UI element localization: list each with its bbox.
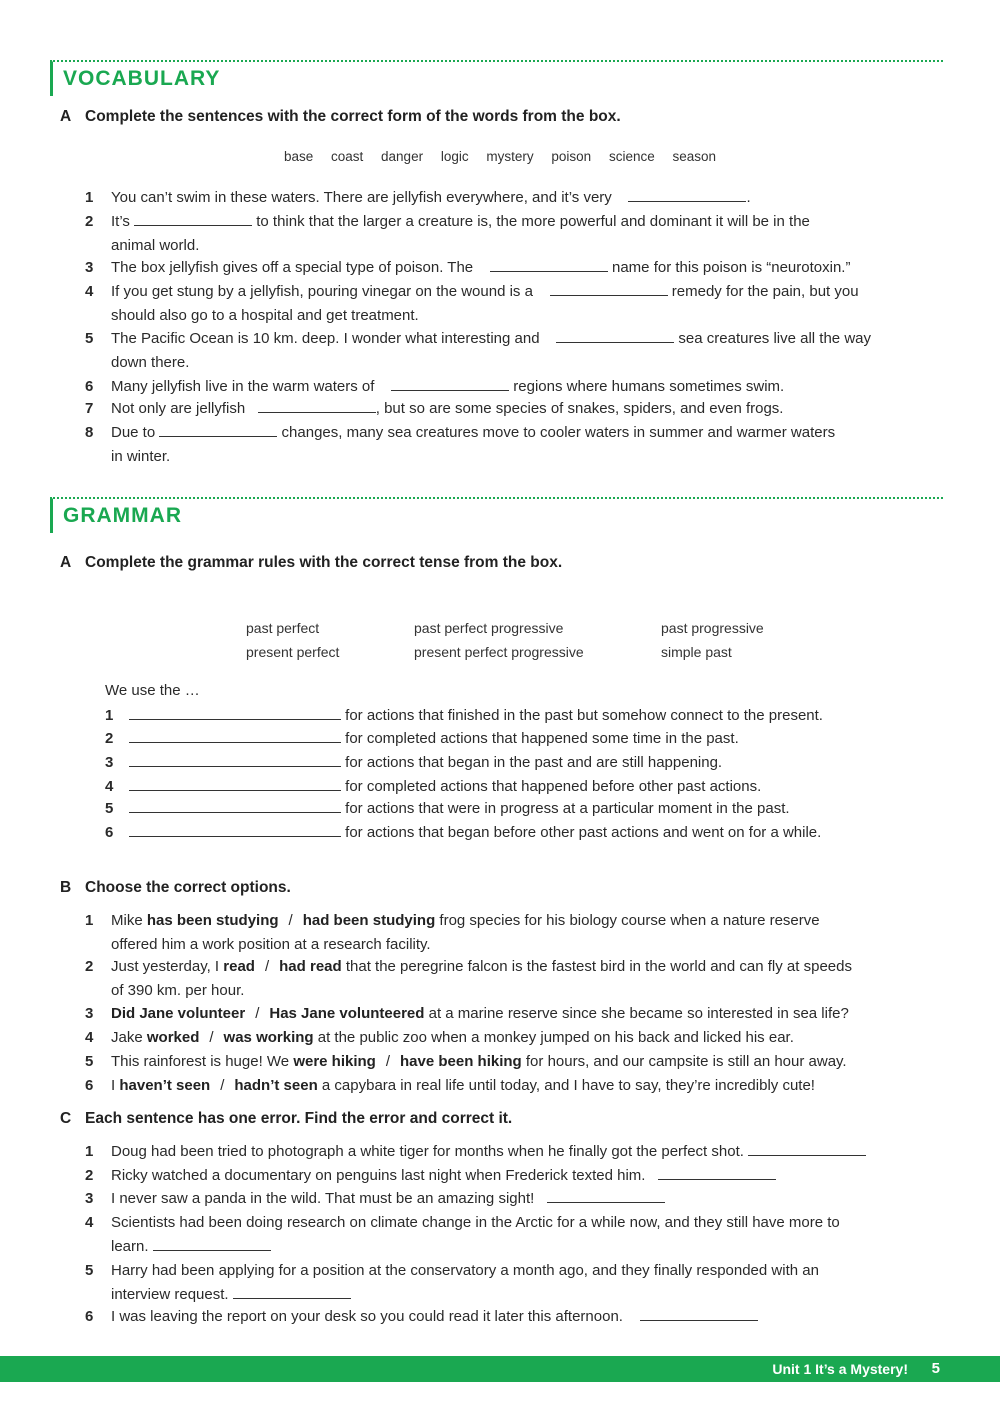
tense-option: past perfect progressive bbox=[414, 620, 564, 636]
option-a[interactable]: Did Jane volunteer bbox=[111, 1005, 246, 1022]
answer-blank[interactable] bbox=[550, 281, 668, 296]
answer-blank[interactable] bbox=[233, 1284, 351, 1299]
rule-item: 1 for actions that finished in the past but somehow connect to the present. bbox=[105, 707, 823, 724]
choice-item: 2 Just yesterday, I read / had read that the peregrine falcon is the fastest bird in the world and can fly at speeds of 390 km. per hour. bbox=[85, 958, 852, 999]
word: base bbox=[283, 149, 314, 164]
word: poison bbox=[551, 149, 592, 164]
vocab-item: 7 Not only are jellyfish , but so are some species of snakes, spiders, and even frogs. bbox=[85, 400, 784, 417]
rule-item: 2 for completed actions that happened some time in the past. bbox=[105, 730, 739, 747]
error-item: 4 Scientists had been doing research on climate change in the Arctic for a while now, and they still have more to learn. bbox=[85, 1214, 840, 1255]
option-b[interactable]: have been hiking bbox=[400, 1053, 522, 1070]
option-a[interactable]: worked bbox=[146, 1029, 200, 1046]
vocab-item: 6 Many jellyfish live in the warm waters of regions where humans sometimes swim. bbox=[85, 378, 785, 395]
grammar-task-a: A Complete the grammar rules with the correct tense from the box. bbox=[60, 554, 563, 571]
vocabulary-header bbox=[50, 60, 943, 96]
tense-option: past progressive bbox=[661, 620, 764, 636]
vocab-item: 5 The Pacific Ocean is 10 km. deep. I wonder what interesting and sea creatures live all the way down there. bbox=[85, 330, 871, 371]
option-a[interactable]: has been studying bbox=[146, 912, 279, 929]
tense-option: present perfect progressive bbox=[414, 644, 584, 660]
page-number: 5 bbox=[931, 1360, 940, 1377]
tense-option: simple past bbox=[661, 644, 732, 660]
answer-blank[interactable] bbox=[490, 257, 608, 272]
answer-blank[interactable] bbox=[134, 211, 252, 226]
answer-blank[interactable] bbox=[129, 798, 341, 813]
word-box bbox=[0, 149, 1000, 164]
option-b[interactable]: had been studying bbox=[302, 912, 436, 929]
tense-option: present perfect bbox=[246, 644, 340, 660]
rules-intro: We use the … bbox=[105, 682, 200, 699]
rule-item: 4 for completed actions that happened before other past actions. bbox=[105, 778, 762, 795]
choice-item: 1 Mike has been studying / had been studying frog species for his biology course when a nature reserve offered him a work position at a research facility. bbox=[85, 912, 820, 953]
word: season bbox=[672, 149, 717, 164]
choice-item: 3 Did Jane volunteer / Has Jane volunteered at a marine reserve since she became so interested in sea life? bbox=[85, 1005, 849, 1022]
word: coast bbox=[330, 149, 364, 164]
word: logic bbox=[440, 149, 469, 164]
error-item: 6 I was leaving the report on your desk so you could read it later this afternoon. bbox=[85, 1305, 925, 1329]
option-a[interactable]: haven’t seen bbox=[119, 1077, 211, 1094]
error-item: 2 Ricky watched a documentary on penguins last night when Frederick texted him. bbox=[85, 1164, 925, 1188]
answer-blank[interactable] bbox=[258, 398, 376, 413]
grammar-header bbox=[50, 497, 943, 533]
option-b[interactable]: Has Jane volunteered bbox=[269, 1005, 425, 1022]
vocab-item: 3 The box jellyfish gives off a special type of poison. The name for this poison is “neurotoxin.” bbox=[85, 259, 851, 276]
rule-item: 5 for actions that were in progress at a particular moment in the past. bbox=[105, 800, 790, 817]
word: science bbox=[608, 149, 655, 164]
choice-item: 4 Jake worked / was working at the public zoo when a monkey jumped on his back and licked his ear. bbox=[85, 1029, 794, 1046]
vocab-item: 8 Due to changes, many sea creatures move to cooler waters in summer and warmer waters in winter. bbox=[85, 424, 836, 465]
vocab-task-a-text: Complete the sentences with the correct form of the words from the box. bbox=[85, 108, 621, 125]
word: danger bbox=[381, 149, 424, 164]
option-a[interactable]: read bbox=[223, 958, 255, 975]
rule-item: 3 for actions that began in the past and are still happening. bbox=[105, 754, 723, 771]
vocab-task-a: A Complete the sentences with the correct form of the words from the box. bbox=[60, 108, 621, 125]
answer-blank[interactable] bbox=[391, 376, 509, 391]
tense-option: past perfect bbox=[246, 620, 320, 636]
vocab-item: 2 It’s to think that the larger a creature is, the more powerful and dominant it will be in the animal world. bbox=[85, 213, 810, 254]
page-footer bbox=[0, 1356, 1000, 1382]
error-item: 1 Doug had been tried to photograph a white tiger for months when he finally got the perfect shot. bbox=[85, 1140, 925, 1164]
choice-item: 5 This rainforest is huge! We were hiking / have been hiking for hours, and our campsite is still an hour away. bbox=[85, 1053, 847, 1070]
grammar-task-b: B Choose the correct options. bbox=[60, 879, 291, 896]
grammar-task-c: C Each sentence has one error. Find the error and correct it. bbox=[60, 1110, 513, 1127]
answer-blank[interactable] bbox=[129, 822, 341, 837]
answer-blank[interactable] bbox=[153, 1236, 271, 1251]
error-item: 5 Harry had been applying for a position at the conservatory a month ago, and they finally responded with an interview request. bbox=[85, 1262, 819, 1303]
option-b[interactable]: hadn’t seen bbox=[234, 1077, 318, 1094]
answer-blank[interactable] bbox=[556, 328, 674, 343]
vocab-item: 1 You can’t swim in these waters. There are jellyfish everywhere, and it’s very . bbox=[85, 189, 751, 206]
answer-blank[interactable] bbox=[129, 752, 341, 767]
answer-blank[interactable] bbox=[547, 1188, 665, 1203]
vocab-item: 4 If you get stung by a jellyfish, pouring vinegar on the wound is a remedy for the pain, but you should also go to a hospital and get treatment. bbox=[85, 283, 859, 324]
answer-blank[interactable] bbox=[640, 1306, 758, 1321]
unit-title: Unit 1 It’s a Mystery! bbox=[772, 1361, 908, 1377]
rule-item: 6 for actions that began before other past actions and went on for a while. bbox=[105, 824, 822, 841]
grammar-title: GRAMMAR bbox=[63, 504, 182, 527]
answer-blank[interactable] bbox=[658, 1165, 776, 1180]
answer-blank[interactable] bbox=[129, 728, 341, 743]
answer-blank[interactable] bbox=[129, 705, 341, 720]
answer-blank[interactable] bbox=[748, 1141, 866, 1156]
vocabulary-title: VOCABULARY bbox=[63, 67, 221, 90]
choice-item: 6 I haven’t seen / hadn’t seen a capybara in real life until today, and I have to say, they’re incredibly cute! bbox=[85, 1077, 815, 1094]
option-b[interactable]: was working bbox=[223, 1029, 314, 1046]
option-a[interactable]: were hiking bbox=[293, 1053, 376, 1070]
option-b[interactable]: had read bbox=[279, 958, 342, 975]
answer-blank[interactable] bbox=[159, 422, 277, 437]
word: mystery bbox=[486, 149, 534, 164]
answer-blank[interactable] bbox=[628, 187, 746, 202]
answer-blank[interactable] bbox=[129, 776, 341, 791]
error-item: 3 I never saw a panda in the wild. That must be an amazing sight! bbox=[85, 1187, 925, 1211]
